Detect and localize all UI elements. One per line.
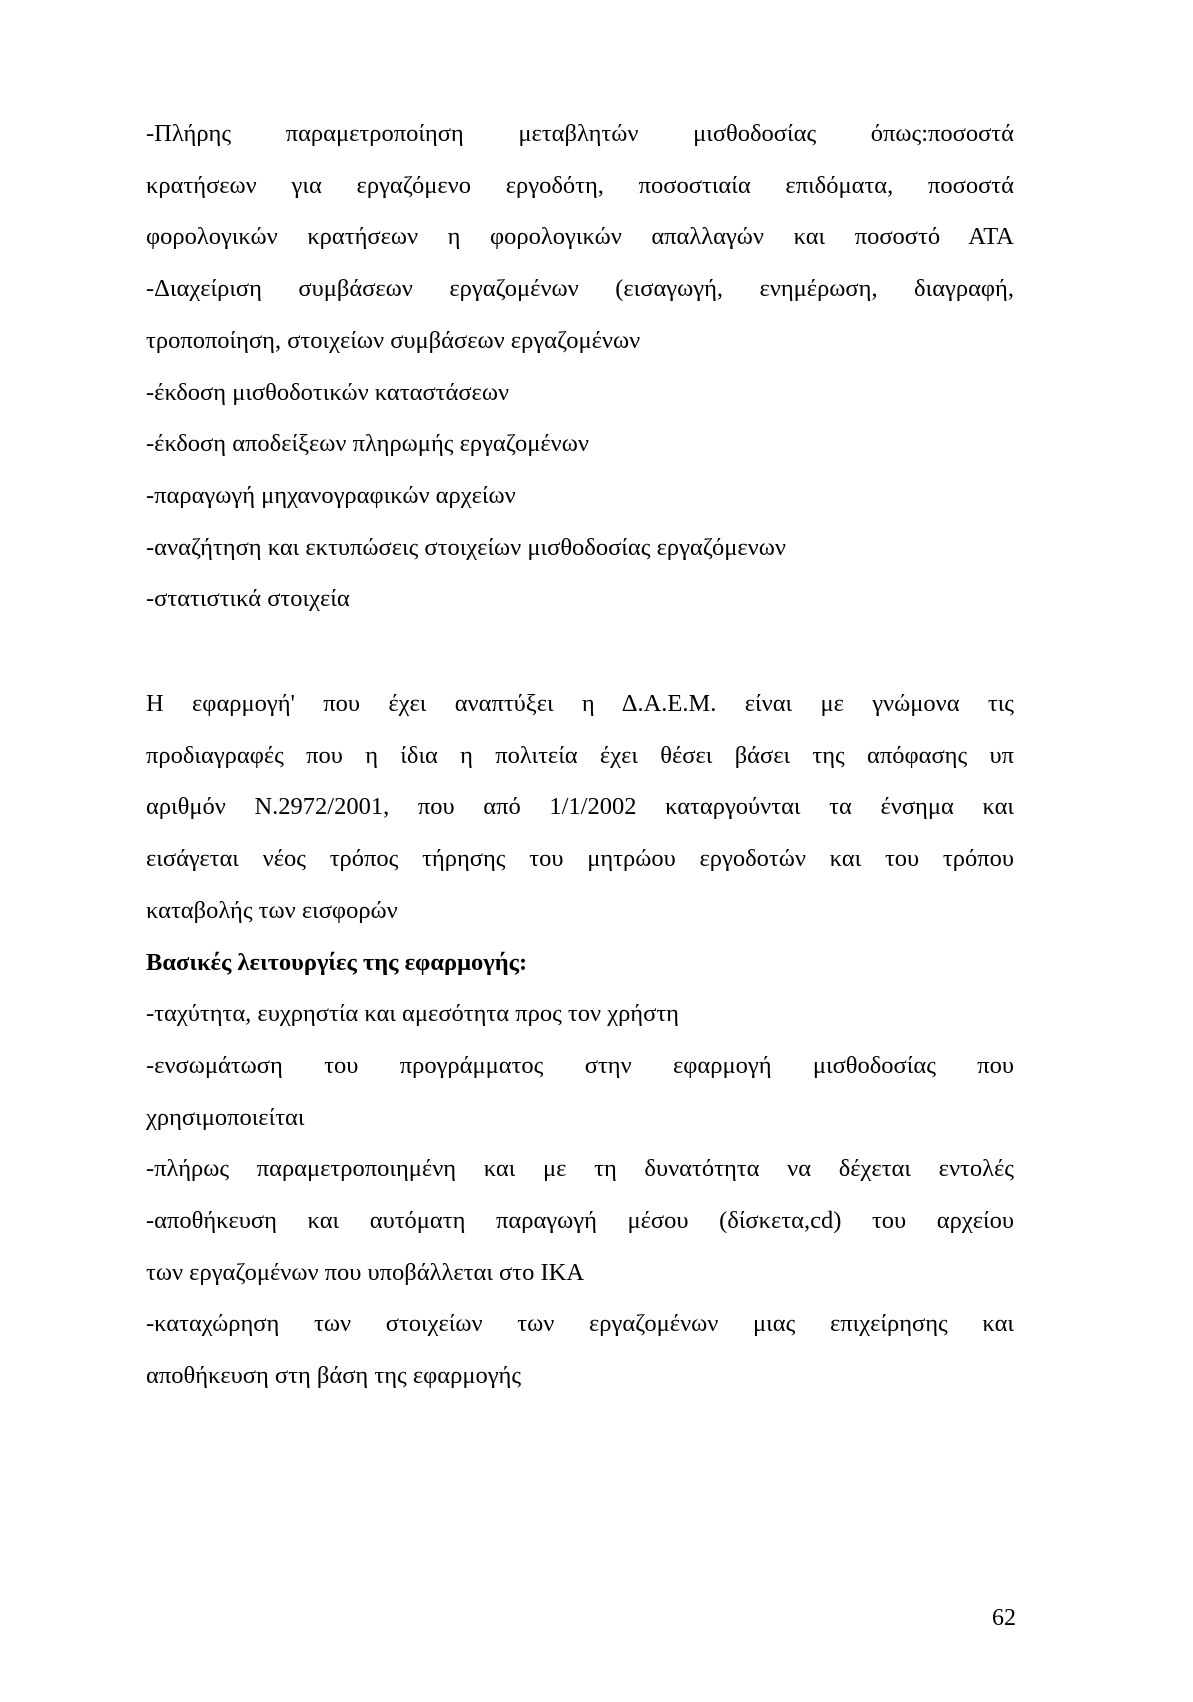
text-line: προδιαγραφές που η ίδια η πολιτεία έχει θέσει βάσει της απόφασης υπ xyxy=(146,741,1014,769)
text-line: -Διαχείριση συμβάσεων εργαζομένων (εισαγωγή, ενημέρωση, διαγραφή, xyxy=(146,275,1014,303)
text-line: αποθήκευση στη βάση της εφαρμογής xyxy=(146,1362,522,1390)
text-line: -αναζήτηση και εκτυπώσεις στοιχείων μισθοδοσίας εργαζόμενων xyxy=(146,533,786,561)
text-line: καταβολής των εισφορών xyxy=(146,896,398,924)
text-line: -πλήρως παραμετροποιημένη και με τη δυνατότητα να δέχεται εντολές xyxy=(146,1155,1014,1183)
page-number: 62 xyxy=(992,1605,1016,1631)
text-line: εισάγεται νέος τρόπος τήρησης του μητρώου εργοδοτών και του τρόπου xyxy=(146,845,1014,873)
document-body xyxy=(146,108,1014,1402)
text-line: -παραγωγή μηχανογραφικών αρχείων xyxy=(146,481,516,509)
paragraph-gap xyxy=(146,625,1014,678)
text-line: Η εφαρμογή' που έχει αναπτύξει η Δ.Α.Ε.Μ. είναι με γνώμονα τις xyxy=(146,690,1014,718)
text-line: των εργαζομένων που υποβάλλεται στο ΙΚΑ xyxy=(146,1258,585,1286)
text-line: χρησιμοποιείται xyxy=(146,1103,305,1131)
text-line: αριθμόν Ν.2972/2001, που από 1/1/2002 καταργούνται τα ένσημα και xyxy=(146,793,1014,821)
text-line: -καταχώρηση των στοιχείων των εργαζομένων μιας επιχείρησης και xyxy=(146,1310,1014,1338)
text-line: -ταχύτητα, ευχρηστία και αμεσότητα προς τον χρήστη xyxy=(146,1000,679,1028)
text-line: -έκδοση αποδείξεων πληρωμής εργαζομένων xyxy=(146,430,589,458)
section-heading: Βασικές λειτουργίες της εφαρμογής: xyxy=(146,948,528,976)
text-line: -έκδοση μισθοδοτικών καταστάσεων xyxy=(146,378,510,406)
text-line: -Πλήρης παραμετροποίηση μεταβλητών μισθοδοσίας όπως:ποσοστά xyxy=(146,120,1014,147)
text-line: -στατιστικά στοιχεία xyxy=(146,585,350,613)
text-line: κρατήσεων για εργαζόμενο εργοδότη, ποσοστιαία επιδόματα, ποσοστά xyxy=(146,171,1014,199)
text-line: -ενσωμάτωση του προγράμματος στην εφαρμογή μισθοδοσίας που xyxy=(146,1051,1014,1079)
text-line: τροποποίηση, στοιχείων συμβάσεων εργαζομένων xyxy=(146,326,641,354)
text-line: φορολογικών κρατήσεων η φορολογικών απαλλαγών και ποσοστό ΑΤΑ xyxy=(146,223,1014,251)
text-line: -αποθήκευση και αυτόματη παραγωγή μέσου (δίσκετα,cd) του αρχείου xyxy=(146,1207,1014,1235)
